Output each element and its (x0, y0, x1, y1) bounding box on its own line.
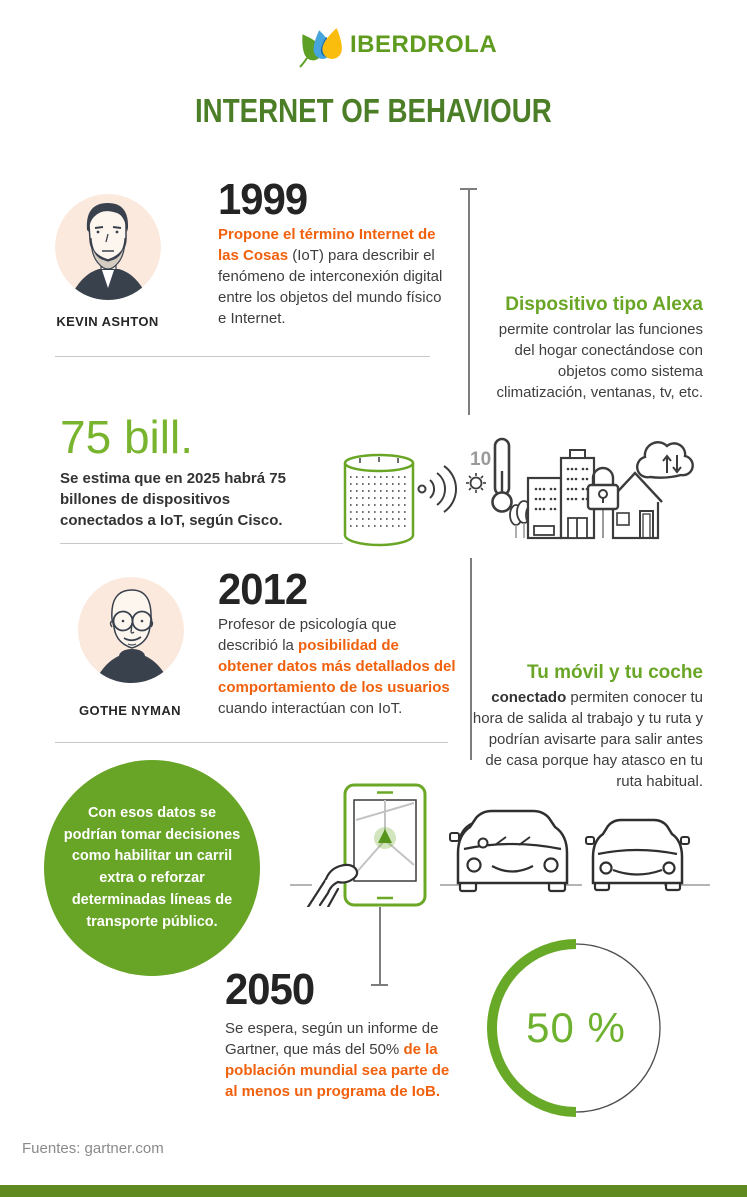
bubble-text: Con esos datos se podrían tomar decisiones como habilitar un carril extra o reforzar determinadas líneas de transporte público. (63, 804, 241, 930)
separator-line (55, 356, 430, 357)
car-callout (470, 662, 703, 792)
year-2050: 2050 (225, 965, 315, 1014)
portrait-gothe-nyman (78, 577, 184, 683)
stat-75-bill: 75 bill. (60, 411, 193, 463)
insight-bubble (44, 760, 260, 976)
connected-traffic-illustration (290, 775, 710, 907)
car-bold: conectado (491, 689, 567, 706)
timeline-line (379, 907, 381, 985)
alexa-text: permite controlar las funciones del hogar conectándose con objetos como sistema climatización, ventanas, tv, etc. (496, 321, 703, 401)
donut-chart-50-percent (486, 938, 666, 1118)
sun-icon (466, 473, 486, 493)
event-2012-text (218, 614, 456, 719)
event-2050-lead: Se espera, según un informe de Gartner, que más del 50% (225, 1020, 439, 1058)
page-title: INTERNET OF BEHAVIOUR (195, 92, 552, 129)
car-heading: Tu móvil y tu coche (527, 662, 703, 683)
sound-waves-icon (419, 466, 457, 512)
smart-home-illustration (340, 423, 710, 548)
year-2012: 2012 (218, 565, 308, 614)
bottom-bar (0, 1185, 747, 1197)
event-1999-rest: (IoT) para describir el fenómeno de interconexión digital entre los objetos del mundo físico e Internet. (218, 247, 443, 327)
event-1999-highlight: Propone el término Internet de las Cosas (218, 226, 436, 264)
city-icon (510, 450, 594, 538)
iberdrola-logo (298, 22, 497, 68)
event-2050-text (225, 1018, 453, 1102)
portrait-kevin-ashton (55, 194, 161, 300)
alexa-heading: Dispositivo tipo Alexa (505, 294, 703, 315)
event-2050-highlight: de la población mundial sea parte de al menos un programa de IoB. (225, 1041, 450, 1100)
car-text: permiten conocer tu hora de salida al trabajo y tu ruta y podrían avisarte para salir antes de casa porque hay atasco en tu ruta habitual. (472, 689, 703, 790)
kevin-ashton-illustration-icon (55, 194, 161, 300)
year-1999: 1999 (218, 175, 308, 224)
cloud-sync-icon (637, 442, 693, 477)
stat-75-text: Se estima que en 2025 habrá 75 billones de dispositivos conectados a IoT, según Cisco. (60, 470, 286, 529)
separator-line (60, 543, 343, 544)
thermometer-value: 10 (470, 449, 492, 470)
event-2012-highlight: posibilidad de obtener datos más detallados del comportamiento de los usuarios (218, 637, 456, 696)
timeline-line (468, 188, 470, 415)
separator-line (55, 742, 448, 743)
iberdrola-leaves-icon (298, 22, 344, 68)
brand-name: IBERDROLA (350, 31, 498, 58)
gothe-nyman-illustration-icon (78, 577, 184, 683)
person-name-kevin-ashton: KEVIN ASHTON (56, 314, 159, 329)
phone-map-icon (345, 785, 425, 905)
event-1999-text (218, 224, 450, 329)
car-connected-icon (450, 811, 567, 891)
alexa-callout (475, 294, 703, 403)
car-icon (586, 820, 689, 890)
timeline-tick (371, 984, 388, 986)
event-2012-tail: cuando interactúan con IoT. (218, 700, 403, 717)
smart-speaker-icon (345, 455, 413, 545)
person-name-gothe-nyman: GOTHE NYMAN (79, 703, 181, 718)
event-2012-lead: Profesor de psicología que describió la (218, 616, 397, 654)
donut-value-label: 50 % (526, 1004, 626, 1051)
sources-text: Fuentes: gartner.com (22, 1140, 164, 1157)
